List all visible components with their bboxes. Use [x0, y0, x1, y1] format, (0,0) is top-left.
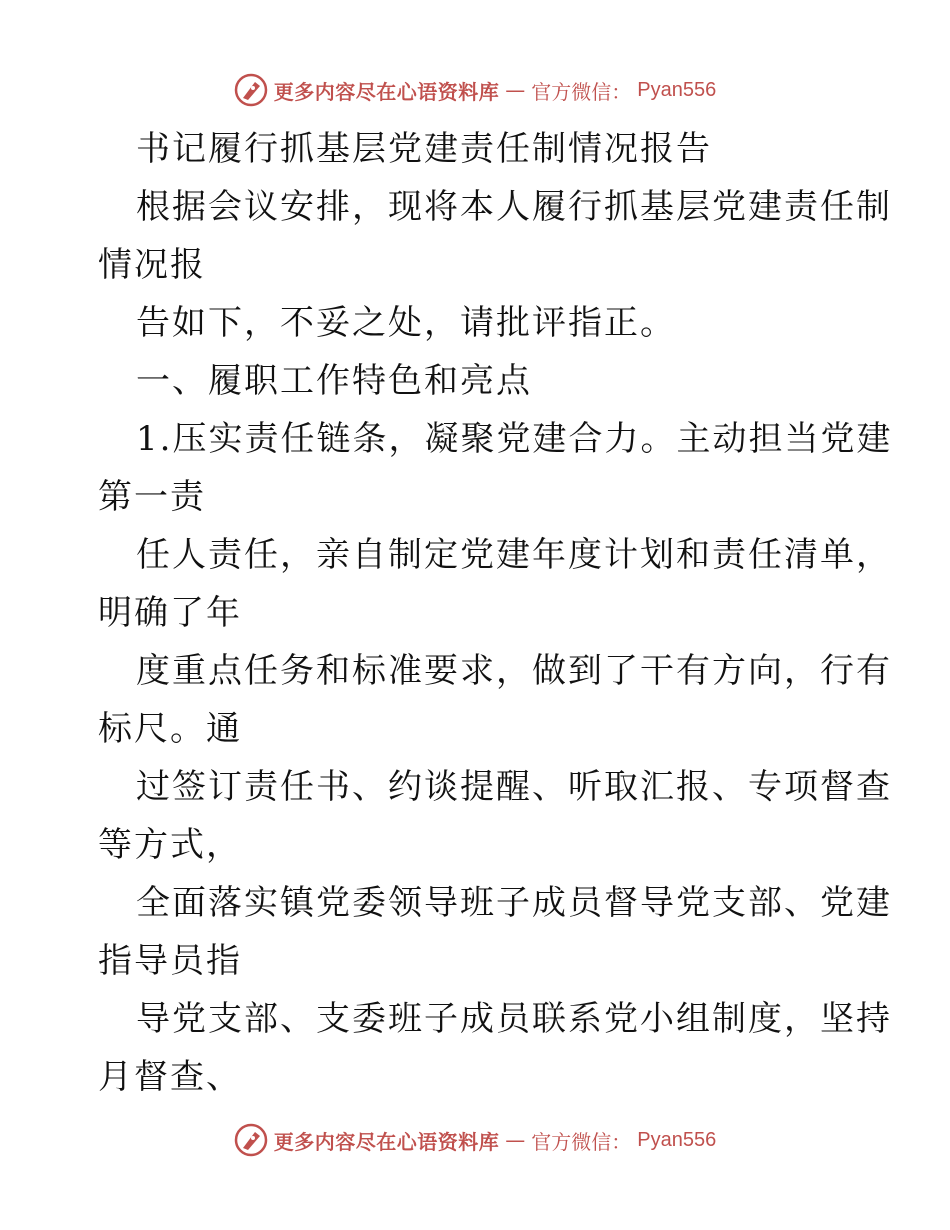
text-line: 告如下，不妥之处，请批评指正。 — [136, 303, 676, 343]
text-line: 过签订责任书、约谈提醒、听取汇报、专项督查 — [136, 767, 892, 807]
text-line: 等方式， — [98, 825, 242, 865]
header-banner — [0, 70, 950, 110]
text-line: 明确了年 — [98, 593, 242, 633]
section-heading: 一、履职工作特色和亮点 — [136, 361, 532, 401]
banner-official-label: 官方微信： — [531, 1129, 632, 1154]
text-line: 全面落实镇党委领导班子成员督导党支部、党建 — [136, 883, 892, 923]
text-line: 指导员指 — [98, 941, 242, 981]
footer-banner — [0, 1120, 950, 1160]
text-line: 任人责任，亲自制定党建年度计划和责任清单， — [136, 535, 892, 575]
banner-separator: — — [505, 1128, 526, 1152]
banner-separator: — — [505, 78, 526, 102]
text-line: 情况报 — [98, 245, 206, 285]
pen-nib-logo-icon — [234, 1123, 268, 1157]
banner-brand-text: 更多内容尽在心语资料库 — [273, 1129, 500, 1154]
banner-official-label: 官方微信： — [531, 79, 632, 104]
text-line: 1.压实责任链条，凝聚党建合力。主动担当党建 — [136, 419, 893, 459]
banner-wechat-id: Pyan556 — [637, 1128, 717, 1151]
text-line: 标尺。通 — [98, 709, 242, 749]
document-title: 书记履行抓基层党建责任制情况报告 — [136, 129, 712, 169]
text-line: 度重点任务和标准要求，做到了干有方向，行有 — [136, 651, 892, 691]
document-body — [98, 120, 893, 1106]
pen-nib-logo-icon — [234, 73, 268, 107]
text-line: 月督查、 — [98, 1057, 242, 1097]
text-line: 第一责 — [98, 477, 206, 517]
banner-wechat-id: Pyan556 — [637, 78, 717, 101]
banner-brand-text: 更多内容尽在心语资料库 — [273, 79, 500, 104]
text-line: 导党支部、支委班子成员联系党小组制度，坚持 — [136, 999, 892, 1039]
text-line: 根据会议安排，现将本人履行抓基层党建责任制 — [136, 187, 892, 227]
